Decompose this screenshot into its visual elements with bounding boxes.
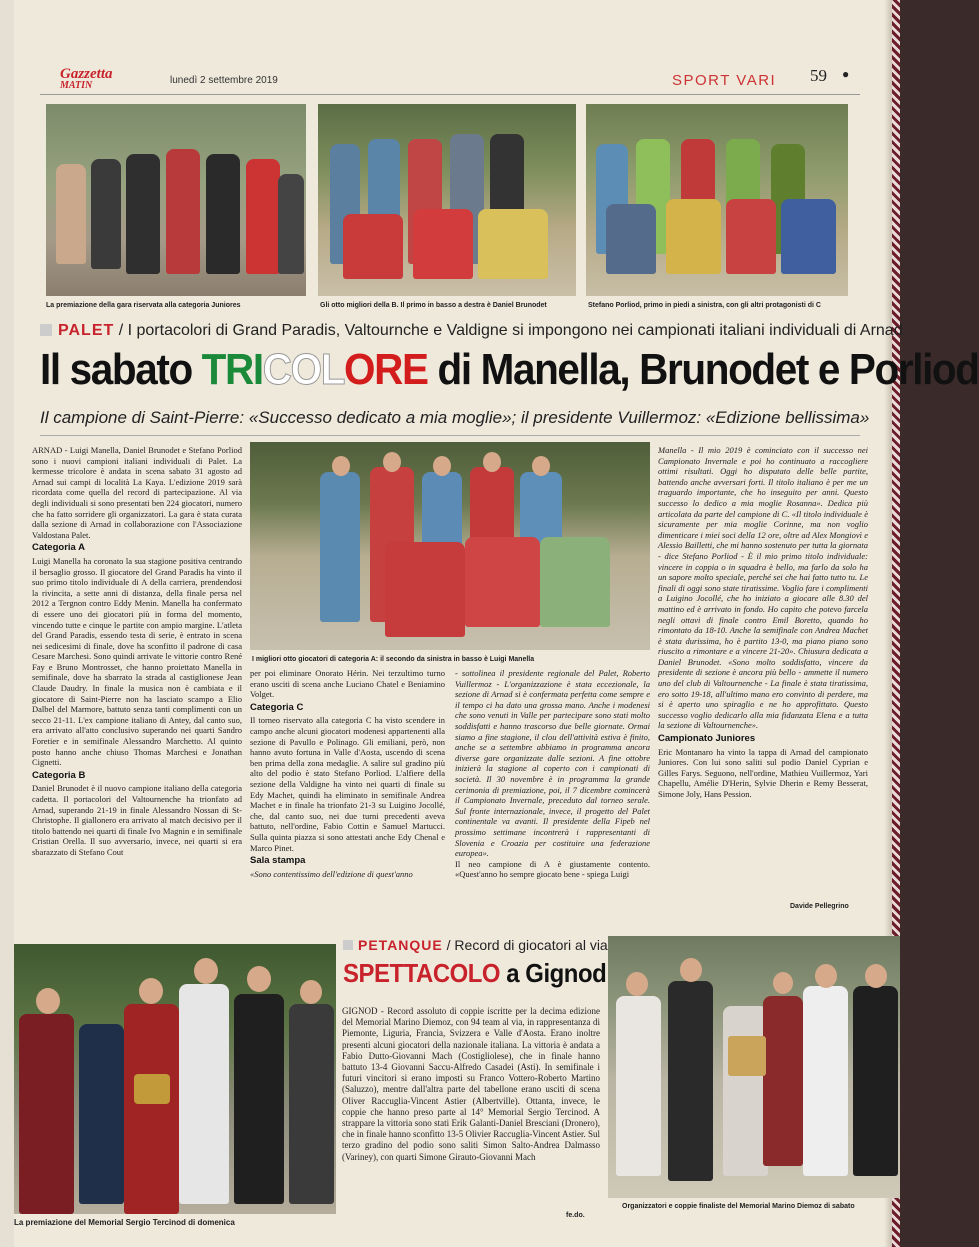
photo-category-b bbox=[318, 104, 576, 296]
column-3-end: Il neo campione di A è giustamente contento. «Quest'anno ho sempre giocato bene - spiega Luigi bbox=[455, 858, 650, 880]
photo-caption-category-c: Stefano Porliod, primo in piedi a sinistra, con gli altri protagonisti di C bbox=[588, 302, 821, 309]
page-marker-icon: ● bbox=[842, 67, 850, 81]
headline2-black: a Gignod bbox=[500, 958, 607, 988]
article-headline bbox=[40, 345, 979, 395]
kicker2-square-icon bbox=[343, 940, 353, 950]
logo-bottom: MATIN bbox=[60, 80, 93, 91]
photo-category-c bbox=[586, 104, 848, 296]
article-column-3 bbox=[455, 668, 650, 926]
issue-date: lunedì 2 settembre 2019 bbox=[170, 75, 278, 86]
photo-tercinod-ceremony bbox=[14, 944, 336, 1214]
article-subhead: Il campione di Saint-Pierre: «Successo dedicato a mia moglie»; il presidente Vuillermoz: «Edizione bellissima» bbox=[40, 408, 870, 427]
kicker2-tag: PETANQUE bbox=[358, 937, 443, 953]
logo-top: Gazzetta bbox=[60, 66, 113, 82]
press-room-text: «Sono contentissimo dell'edizione di quest'anno bbox=[250, 868, 413, 879]
category-b-title: Categoria B bbox=[32, 769, 86, 781]
kicker2-text: Record di giocatori al via bbox=[454, 937, 608, 953]
photo-diemoz-finalists bbox=[608, 936, 900, 1198]
headline-tri-white: COL bbox=[262, 345, 345, 394]
article2-column bbox=[342, 1006, 600, 1212]
page-left-edge bbox=[0, 0, 14, 1247]
header-rule bbox=[40, 94, 860, 95]
article-column-4 bbox=[658, 445, 868, 913]
article-byline: Davide Pellegrino bbox=[790, 903, 849, 910]
section-header: SPORT VARI bbox=[672, 72, 777, 89]
photo-caption-tercinod: La premiazione del Memorial Sergio Tercinod di domenica bbox=[14, 1218, 235, 1227]
column-3-text: - sottolinea il presidente regionale del Palet, Roberto Vuillermoz - L'organizzazione è stata eccezionale, la sezione di Arnad si è confermata perfetta come sempre e il tempo ci ha dato una grossa mano. Anche i modenesi che sono venuti in Valle per partecipare sono stati molto soddisfatti e hanno trascorso due belle giornate. Ormai siamo a fine stagione, il clou dell'attività estiva è finito, anche se a settembre abbiamo in programma ancora diverse gare organizzate dalle sezioni. A fine ottobre inizierà la stagione al coperto con i campionati di società. Il 30 novembre è in programma la grande cerimonia di premiazione, poi, il 7 dicembre comincerà il Campionato Invernale, preceduto dal torneo serale. Sul fronte internazionale, invece, il progetto del Palet continentale va avanti. Il presidente della Fipeb nel prossimo settimane incontrerà i rappresentanti di Slovenia e Croazia per costituire una federazione europea». bbox=[455, 668, 650, 859]
photo-caption-juniores: La premiazione della gara riservata alla categoria Juniores bbox=[46, 302, 241, 309]
kicker-text: I portacolori di Grand Paradis, Valtournche e Valdigne si impongono nei campionati italiani individuali di Arnad bbox=[127, 322, 903, 339]
article-column-1 bbox=[32, 445, 242, 925]
press-room-title: Sala stampa bbox=[250, 855, 306, 867]
photo-juniores-ceremony bbox=[46, 104, 306, 296]
page-number: 59 bbox=[810, 66, 827, 85]
category-c-title: Categoria C bbox=[250, 701, 304, 713]
article2-kicker: PETANQUE / Record di giocatori al via bbox=[343, 937, 608, 953]
kicker-square-icon bbox=[40, 324, 52, 336]
newspaper-logo bbox=[60, 68, 113, 92]
subhead-rule bbox=[40, 435, 860, 436]
category-a-title: Categoria A bbox=[32, 542, 85, 554]
juniores-title: Campionato Juniores bbox=[658, 733, 756, 745]
category-c-text: Il torneo riservato alla categoria C ha visto scendere in campo anche alcuni giocatori modenesi appartenenti alla sezione di Pavullo e Polinago. Gli emiliani, però, non hanno avuto fortuna in Valle d'Aosta, uscendo di scena ben prima della zona medaglie. A salire sul gradino più alto del podio è stato Stefano Porliod. L'alfiere della sezione della Valdigne ha vinto nei quarti di finale su Edy Machet, quindi ha eliminato in semifinale Andrea Machet e in finale ha trionfato 21-3 su Luigino Jocollé, che, dal canto suo, nei due turni precedenti aveva battuto, nell'ordine, Fabio Cottin e Samuel Martucci. Sulla quinta piazza si sono attestati anche Edy Chenal e Marco Pinet. bbox=[250, 715, 445, 853]
category-b-text: Daniel Brunodet è il nuovo campione italiano della categoria cadetta. Il portacolori del Valtournenche ha trionfato ad Arnad, superando 21-19 in finale Alessandro Nossan di St-Christophe. Il giallonero era arrivato al match decisivo per il titolo battendo nei quarti di finale Ivo Magnin e in semifinale Cristian Orella. Il suo avversario, invece, nei quarti si era sbarazzato di Stefano Cout bbox=[32, 783, 242, 857]
photo-caption-category-a: I migliori otto giocatori di categoria A: il secondo da sinistra in basso è Luigi Manella bbox=[252, 656, 535, 663]
headline-tri-red: ORE bbox=[344, 345, 428, 394]
column-4-text: Manella - Il mio 2019 è cominciato con il successo nei Campionato Invernale e poi ho continuato a raccogliere ottimi risultati. Oggi ho disputato delle belle partite, battendo anche avversari forti. Il titolo italiano è per me un traguardo importante, che ho inseguito per anni. Questo successo lo dedico a mia moglie Rosanna». Dedica più articolata da parte del campione di C. «Il titolo individuale è sicuramente per mia moglie Corinne, ma non voglio dimenticare i miei soci della 12 ore, oltre ad Alex Mongiovì e Alessio Bailletti, che mi hanno sostenuto per tutta la giornata - dice Stefano Porliod - È il mio primo titolo individuale: vincere in coppia o in squadra è bello, ma farlo da solo ha un sapore molto speciale, perché sei che hai fatto tutto tu. Le finali di oggi sono state tiratissime. Voglio fare i complimenti a Luigino Jocollé, che ho iniziato a giocare alle 8.30 del mattino ed è arrivato in fondo. Ho capito che potevo farcela negli ottavi di finale contro Emil Boretto, quando ho rimontato da 18-10. Anche la semifinale con Andrea Machet è stata durissima, ho è partito 13-0, ma piano piano sono riuscito a rimontare e a vincere 21-20». Chiusura dedicata a Daniel Brunodet. «Sono molto soddisfatto, vincere da presidente di sezione è ancora più bello - ammette il numero uno del club di Valtournenche - La finale è stata tiratissima, ero sotto 19-18, all'ultimo mano ero convinto di perdere, ma si è aperto uno spiraglio e ne ho approfittato. Questo successo voglio dedicarlo alla mia fidanzata Elena e a tutta la sezione di Valtournenche». bbox=[658, 445, 868, 731]
article-kicker: PALET / I portacolori di Grand Paradis, Valtournche e Valdigne si impongono nei campionati italiani individuali di Arnad bbox=[40, 322, 860, 340]
headline-start: Il sabato bbox=[40, 345, 202, 394]
headline-end: di Manella, Brunodet e Porliod bbox=[427, 345, 979, 394]
article2-headline bbox=[343, 958, 606, 989]
article-column-2 bbox=[250, 668, 445, 926]
article2-byline: fe.do. bbox=[566, 1212, 585, 1219]
juniores-text: Eric Montanaro ha vinto la tappa di Arnad del campionato Juniores. Con lui sono saliti sul podio Daniel Cyprian e Gilles Farys. Seguono, nell'ordine, Mathieu Vuillermoz, Yari Chapellu, Amélie D'Herin, Sylvie Dherin e Remy Besserat, Simone Joly, Hans Pession. bbox=[658, 746, 868, 799]
kicker-tag: PALET bbox=[58, 322, 115, 339]
headline-tri-green: TRI bbox=[201, 345, 263, 394]
photo-caption-diemoz: Organizzatori e coppie finaliste del Memorial Marino Diemoz di sabato bbox=[622, 1203, 855, 1210]
column-2-top: per poi eliminare Onorato Hérin. Nei terzultimo turno erano usciti di scena anche Luciano Chatel e Beniamino Volget. bbox=[250, 668, 445, 700]
photo-caption-category-b: Gli otto migliori della B. Il primo in basso a destra è Daniel Brunodet bbox=[320, 302, 547, 309]
article2-text: GIGNOD - Record assoluto di coppie iscritte per la decima edizione del Memorial Marino Diemoz, con 94 team al via, in rappresentanza di Piemonte, Liguria, Francia, Svizzera e Valle d'Aosta. Erano inoltre presenti alcuni giocatori della nazionale italiana. La vittoria è andata a Fabio Dutto-Giovanni Mach (Costigliolese), che in finale hanno battuto 13-4 Giovanni Saccu-Alfredo Casadei (Asti). In semifinale i futuri vincitori si erano imposti su Franco Vottero-Roberto Martino (Saluzzo), mentre dall'altra parte del tabellone erano usciti di scena Oliver Raccuglia-Vincent Astier (Albertville). Ottanta, invece, le coppie che hanno preso parte al 14° Memorial Sergio Tercinod. A strappare la vittoria sono stati Erik Galanti-Daniel Bresciani (Dronero), che in finale hanno sconfitto 13-5 Olivier Raccuglia-Vincent Astier. Sul terzo gradino del podio sono saliti Simon Salto-Andrea Dalmasso (Variney), con quarti Simone Girauto-Giovanni Mach bbox=[342, 1006, 600, 1162]
headline2-red: SPETTACOLO bbox=[343, 958, 501, 988]
article-intro: ARNAD - Luigi Manella, Daniel Brunodet e Stefano Porliod sono i nuovi campioni italiani individuali di Palet. La kermesse tricolore è andata in scena sabato 31 agosto ad Arnad sui campi di località La Kaya. L'edizione 2019 sarà ricordata come quella del record di partecipazione. Al via degli individuali si sono presentati ben 224 giocatori, numero che ha fatto sorridere gli organizzatori. La gara è stata curata dalla sezione di Arnad in collaborazione con l'Associazione Valdostana Palet. bbox=[32, 445, 242, 540]
category-a-text: Luigi Manella ha coronato la sua stagione positiva centrando il bersaglio grosso. Il giocatore del Grand Paradis ha vinto il suo primo titolo individuale di A della carriera, prendendosi la rivincita, a sette anni di distanza, della finale persa nel 2012 a Tergnon contro Eddy Menin. Manella ha confermato di essere uno dei giocatori più in forma del momento, vincendo tutte e cinque le partite con ampio margine. L'atleta del Grand Paradis, essendo testa di serie, è entrato in scena nei sedicesimi di finale, dove ha sconfitto il padrone di casa Cesare Marchesi. Sono quindi arrivate le vittorie contro René Fay e Bruno Montrosset, che hanno proiettato Manella in semifinale, dove ha sbarrato la strada al castiglionese Jean Claude Daudry. In finale la musica non è cambiata e il giocatore di Saint-Pierre non ha lasciato scampo a Elio Dalbel del Marmore, battuto senza tanti complimenti con un secco 21-11. L'ex campione italiano di Antey, dal canto suo, era arrivato all'atto conclusivo superando nei quarti Sandro Foretier e in semifinale Alessandro Marchetto. Al quinto posto hanno anche chiuso Thomas Marchesi e Jonathan Cignetti. bbox=[32, 555, 242, 768]
photo-category-a bbox=[250, 442, 650, 650]
